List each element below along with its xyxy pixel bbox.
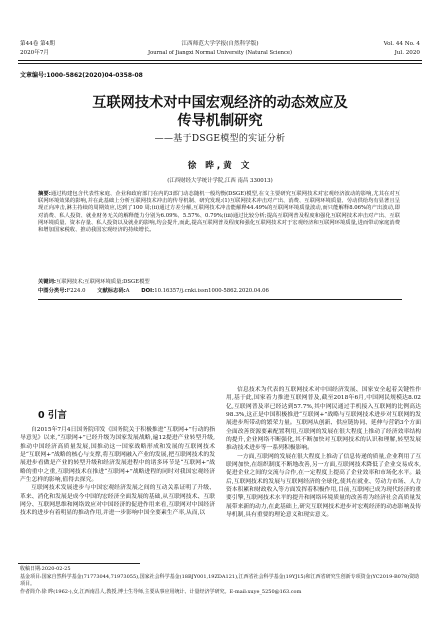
paragraph: 信息技术为代表的互联网技术对中国经济发展、国家安全起着关键性作用,基于此,国家着力推进互联网普及,截至2018年6月,中国网民规模达8.02亿,互联网普及率已经达到57.7%,其中网民通过手机接入互联网的比例高达98.3%,这正是中国积极推进“互联网+”战略与互联网技术进步对互联网的发展进步所带动的繁荣力量。互联网从创新、供应链协同、延伸与营销3个方面全面改善资源要素配置利用,互联网的发展在很大程度上推动了经济效率结构的提升,企业网络不断强化,其不断加快对互联网技术的认识和理解,转型发展推动技术进步等一系列积极影响。: [226, 387, 421, 452]
doc-code-label: 文献标志码:: [97, 288, 126, 294]
body-column-right: [226, 386, 421, 520]
section-heading-introduction: 0 引言: [38, 410, 67, 421]
classification-line: [38, 288, 400, 295]
paragraph: 自2015年7月4日国务院印发《国务院关于积极推进“互联网+”行动的指导意见》以来,“互联网+”已经升级为国家发展战略,遍12提进产业转型升级,推动中国经济高质量发展,国推动这一国家战略形成和发展的互联网技术是“互联网+”战略的核心与支撑,将互联网融入产业的发展,把互联网技术的发展进步看做是产业的转型升级和经济发展进程中的诸多环节是“互联网+”战略的重中之重,互联网技术在推进“互联网+”战略进程的同时对我国宏观经济产生怎样的影响,值得去探究。: [20, 427, 215, 484]
header-journal-en: Journal of Jiangxi Normal University (Natural Science): [148, 50, 292, 56]
header-volume-cn: 第44卷 第4期: [20, 41, 55, 47]
clc-label: 中图分类号:: [38, 288, 67, 294]
abstract-label: 摘要:: [38, 191, 51, 197]
body-column-left: [20, 426, 215, 518]
clc-code: F224.0: [66, 288, 86, 294]
abstract: [38, 191, 400, 234]
footnote-received: 收稿日期:2020-02-25: [20, 566, 71, 572]
footnote-rule: [18, 563, 140, 564]
keywords: [38, 279, 400, 286]
abstract-text: 通过构建包含代表性家庭、企业和政府部门在内的3部门动态随机一般均衡(DSGE)模型,在文主要研究互联网技术对宏观经济波动的影响,尤其在对互联网环境效果的影响,并在此基础上分析互联网技术冲击的传导机制、研究发现:(1)互联网技术冲击对产出、消费、互联网环境质量、劳动供给均有显著且呈现正向冲击,淋主持续的周期效应,达到了100 周;(ii)通过方差分解,互联网技术冲击能解释44.49%的互联网环境质量波动,而只能解释8.06%的产出波动,即对消费、私人投资、就业财务无关的解释能力分别为6.09%、5.57%、0.79%;(iii)通过比较分析;提高互联网普及程度和强化互联网技术冲击对产出、互联网环境质量、资本存量、私人投资以及就业的影响,均会提升,而此,提高互联网普及程度和强化互联网技术对于宏观经济和互联网环境质量,进而带动家庭消费和增加国家税收、推动我国宏观经济的持续增长。: [38, 191, 400, 234]
header-date-cn: 2020年7月: [20, 50, 49, 56]
keywords-label: 关键词:: [38, 279, 57, 285]
paragraph: 互联网技术发展进步与中国宏观经济发展之间的互动关系证明了升级、革来、消化和发展是成今中国的宏经济全面发展的基础,从互联网技术、互联网分、互联网思维和网络效应对中国经济的促进作用来看,互联网对中国经济技术的进步有着明显的推动作用,并进一步影响中国全要素生产率,从而,以: [20, 485, 215, 517]
doi-value: 10.16357/j.cnki.issn1000-5862.2020.04.06: [154, 288, 269, 294]
title-line-1: 互联网技术对中国宏观经济的动态效应及: [92, 95, 348, 111]
footnotes: [20, 566, 420, 597]
affiliation: (江西财经大学统计学院,江西 南昌 330013): [167, 178, 273, 184]
subtitle: ——基于DSGE模型的实证分析: [154, 134, 286, 144]
article-number: 文章编号:1000-5862(2020)04-0358-08: [20, 72, 143, 79]
header-date-en: Jul. 2020: [394, 50, 420, 56]
authors: 徐 晔,黄 文: [187, 161, 253, 171]
title-line-2: 传导机制研究: [177, 113, 263, 129]
header-rule: [18, 60, 422, 61]
footnote-author-bio: 作者简介:徐 晔(1962-),女,江西南昌人,教授,博士生导师,主要从事应用统计、计量经济学研究。E-mail:xuye_5250@163.com: [20, 589, 302, 596]
doc-code: A: [125, 288, 130, 294]
header-volume-en: Vol. 44 No. 4: [383, 41, 420, 47]
abstract-divider: [38, 299, 402, 300]
keywords-text: 互联网技术;互联网环境质量;DSGE模型: [56, 279, 150, 285]
header-journal-cn: 江西师范大学学报(自然科学版): [181, 41, 259, 47]
doi-label: DOI:: [141, 288, 155, 294]
paragraph: 一方面,互联网的发展在很大程度上推动了信息传递的质量,企业利用了互联网加快,在组织制度不断地改善,另一方面,互联网技术降低了企业交易成本,促进企业之间的交流与合作,在一定程度上提高了企业效率和市场化水平。最后,互联网技术的发展与互联网经济的全球化,使其在就业、劳动力市场、人力资本积累和财政收入等方面发挥着积极作用,目前,互联网已成为现代经济的重要引擎,互联网技术水平的提升和网络环境质量的改善将为经济社会高质量发展带来新的动力,在此基础上,研究互联网技术进步对宏观经济的动态影响及传导机制,具有重要的理论意义和现实意义。: [226, 453, 421, 519]
footnote-fund: 基金项目:国家自然科学基金(71773044,71973055),国家社会科学基金(18BJY001,19ZDA121),江西省社会科学基金(19YJ15)和江西省研究生创新专项资金(YC2019-B078)资助项目。: [20, 573, 420, 588]
header-rule-thin: [18, 63, 422, 64]
